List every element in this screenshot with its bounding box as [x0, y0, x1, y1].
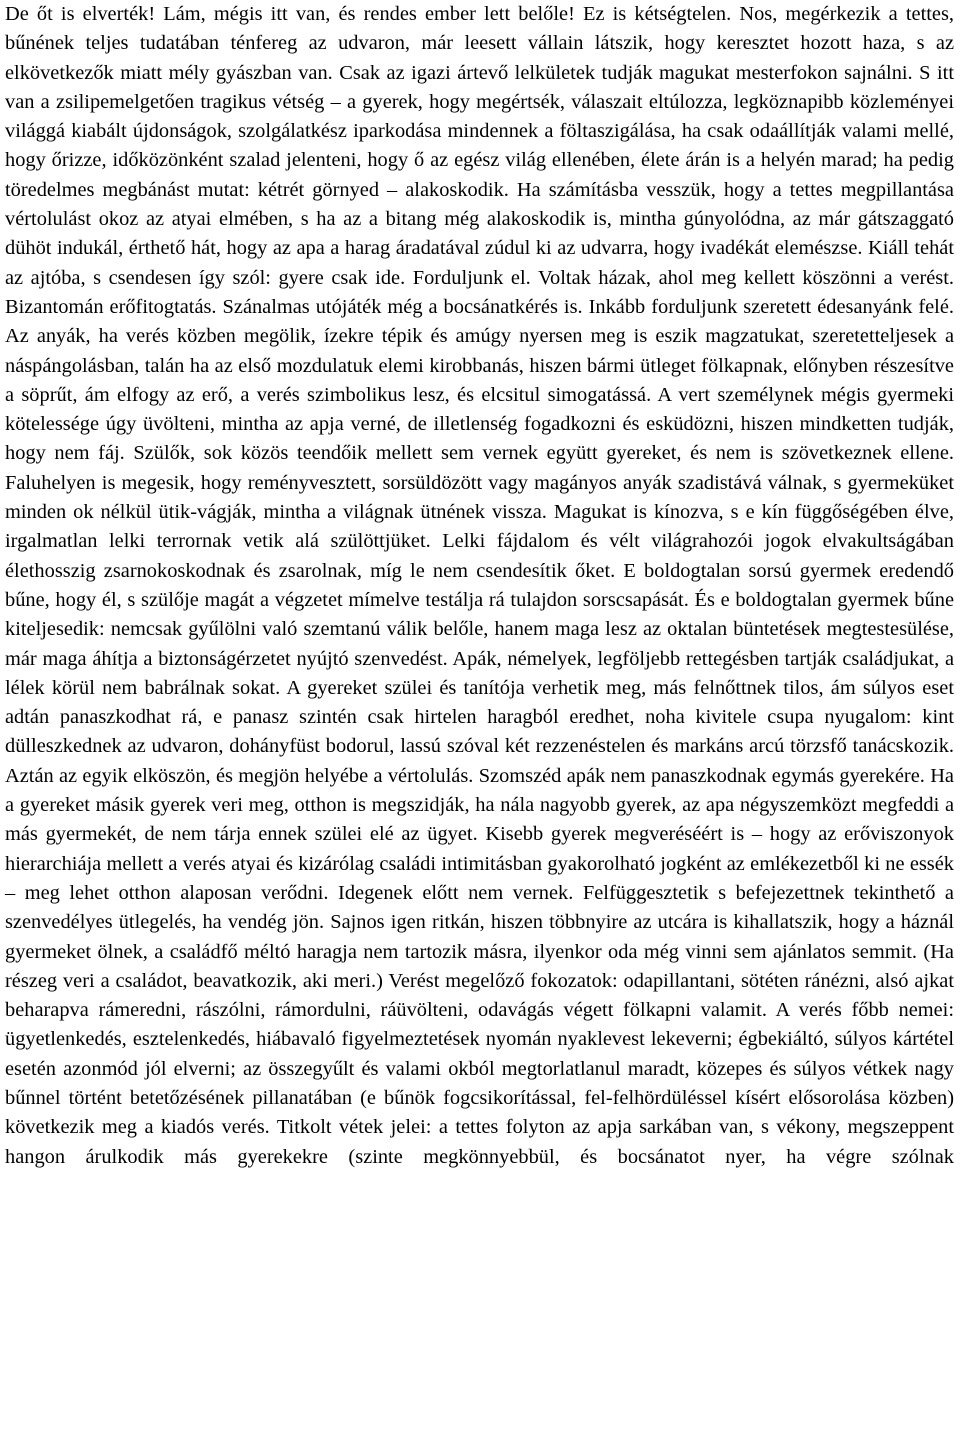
sentence: (Ha részeg veri a családot, beavatkozik, aki meri.) [5, 940, 954, 992]
sentence: De őt is elverték! Lám, mégis itt van, és rendes ember lett belőle! Ez is kétségtelen. [5, 3, 732, 25]
sentence: Inkább forduljunk szeretett édesanyánk felé. [588, 295, 954, 318]
sentence: Sajnos igen ritkán, hiszen többnyire az utcára is kihallatszik, hogy a háznál gyermeket ölnek, a családfő méltó haragja nem tartozik másra, ilyenkor oda még vinni sem ajánlatos semmit. [5, 911, 954, 963]
sentence: Szülők, sok közös teendőik mellett sem vernek együtt gyereket, és nem is szövetkeznek ellene. [133, 442, 954, 465]
sentence: Kiáll tehát az ajtóba, s csendesen így szól: gyere csak ide. [5, 237, 954, 289]
sentence: E boldogtalan sorsú gyermek eredendő bűne, hogy él, s szülője magát a végzetet mímelve testálja rá tulajdon sorscsapását. [5, 559, 954, 611]
sentence: Titkolt vétek jelei: a tettes folyton az apja sarkában van, s vékony, megszeppent hangon árulkodik más gyerekekre (szinte megkönnyebbül, és bocsánatot nyer, ha végre szólnak [5, 1116, 954, 1168]
sentence: És e boldogtalan gyermek bűne kiteljesedik: nemcsak gyűlölni való szemtanú válik belőle, hanem maga lesz az oktalan büntetések megtestesülése, már maga áhítja a biztonságérzetet nyújtó szenvedést. [5, 588, 954, 670]
sentence: Voltak házak, ahol meg kellett köszönni a verést. [537, 266, 955, 289]
sentence: Ha a gyereket másik gyerek veri meg, otthon is megszidják, ha nála nagyobb gyerek, az apa négyszemközt megfeddi a más gyermekét, de nem tárja ennek szülei elé az ügyet. [5, 764, 954, 846]
sentence: Szomszéd apák nem panaszkodnak egymás gyerekére. [478, 764, 925, 787]
sentence: Ha számításba vesszük, hogy a tettes megpillantása vértolulást okoz az atyai elmében, s ha az a bitang még alakoskodik is, mintha gúnyolódna, az már gátszaggató dühöt indukál, érthető hát, hogy az apa a harag áradatával zúdul ki az udvarra, hogy ivadékát elemészse. [5, 178, 954, 260]
sentence: Lelki fájdalom és vélt világrahozói jogok elvakultságában élethosszig zsarnokoskodnak és zsarolnak, míg le nem csendesítik őket. [5, 530, 954, 582]
sentence: Felfüggesztetik s befejezettnek tekinthető a szenvedélyes ütlegelés, ha vendég jön. [5, 881, 954, 934]
sentence: Aztán az egyik elköszön, és megjön helyébe a vértolulás. [5, 764, 474, 787]
sentence: Idegenek előtt nem vernek. [338, 881, 574, 904]
sentence: A verés főbb nemei: ügyetlenkedés, esztelenkedés, hiábavaló figyelmeztetések nyomán nyaklevest lekeverni; égbekiáltó, súlyos kártétel esetén azonmód jól elverni; az összegyűlt és valami okból megtorlatlanul maradt, közepes és súlyos vétkek nagy bűnnel történt betetőzésének pillanatában (e bűnök fogcsikorítással, fel-felhördüléssel kísért elősorolása közben) következik meg a kiadós verés. [5, 999, 954, 1139]
body-paragraph [5, 0, 954, 1172]
sentence: Magukat is kínozva, s e kín függőségében élve, irgalmatlan lelki terrornak vetik alá szülöttjüket. [5, 501, 954, 553]
sentence: Csak az igazi ártevő lelkületek tudják magukat mesterfokon sajnálni. [339, 61, 913, 84]
sentence: Verést megelőző fokozatok: odapillantani, sötéten ránézni, alsó ajkat beharapva rámeredni, rászólni, rámordulni, ráüvölteni, odavágás végett fölkapni valamit. [5, 969, 954, 1022]
sentence: A vert személynek mégis gyermeki kötelessége úgy üvölteni, mintha az apja verné, de illetlenség fogadkozni és esküdözni, hiszen mindketten tudják, hogy nem fáj. [5, 383, 954, 465]
sentence: Nos, megérkezik a tettes, bűnének teljes tudatában ténfereg az udvaron, már leesett vállain látszik, hogy keresztet hozott haza, s az elkövetkezők miatt mély gyászban van. [5, 3, 954, 84]
sentence: S itt van a zsilipemelgetően tragikus vétség – a gyerek, hogy megértsék, válaszait eltúlozza, legköznapibb közleményei világgá kiabált újdonságok, szolgálatkész iparkodása mindennek a föltaszigálása, ha csak odaállítják valami mellé, hogy őrizze, időközönként szalad jelenteni, hogy ő az egész világ ellenében, élete árán is a helyén marad; ha pedig töredelmes megbánást mutat: kétrét görnyed – alakoskodik. [5, 61, 954, 201]
sentence: A gyereket szülei és tanítója verhetik meg, más felnőttnek tilos, ám súlyos eset adtán panaszkodhat rá, e panasz szintén csak hirtelen haragból eredhet, noha kivitele csupa nyugalom: kint dülleszkednek az udvaron, dohányfüst bodorul, lassú szóval két rezzenéstelen és markáns arcú törzsfő tanácskozik. [5, 676, 954, 758]
sentence: Kisebb gyerek megveréséért is – hogy az erőviszonyok hierarchiája mellett a verés atyai és kizárólag családi intimitásban gyakorolható jogként az emlékezetből ki ne essék – meg lehet otthon alaposan verődni. [5, 823, 954, 904]
sentence: Forduljunk el. [412, 266, 531, 289]
sentence: Bizantomán erőfitogtatás. [5, 295, 217, 318]
sentence: Faluhelyen is megesik, hogy reményvesztett, sorsüldözött vagy magányos anyák szadistává válnak, s gyermeküket minden ok nélkül ütik-vágják, mintha a világnak ütnének vissza. [5, 471, 954, 524]
sentence: Szánalmas utójáték még a bocsánatkérés is. [222, 295, 583, 318]
sentence: Apák, némelyek, legföljebb rettegésben tartják családjukat, a lélek körül nem babrálnak sokat. [5, 647, 954, 699]
sentence: Az anyák, ha verés közben megölik, ízekre tépik és amúgy nyersen meg is eszik magzatukat, szeretetteljesek a náspángolásban, talán ha az első mozdulatuk elemi kirobbanás, hiszen bármi ütleget fölkapnak, előnyben részesítve a söprűt, ám elfogy az erő, a verés szimbolikus lesz, és elcsitul simogatássá. [5, 325, 954, 406]
